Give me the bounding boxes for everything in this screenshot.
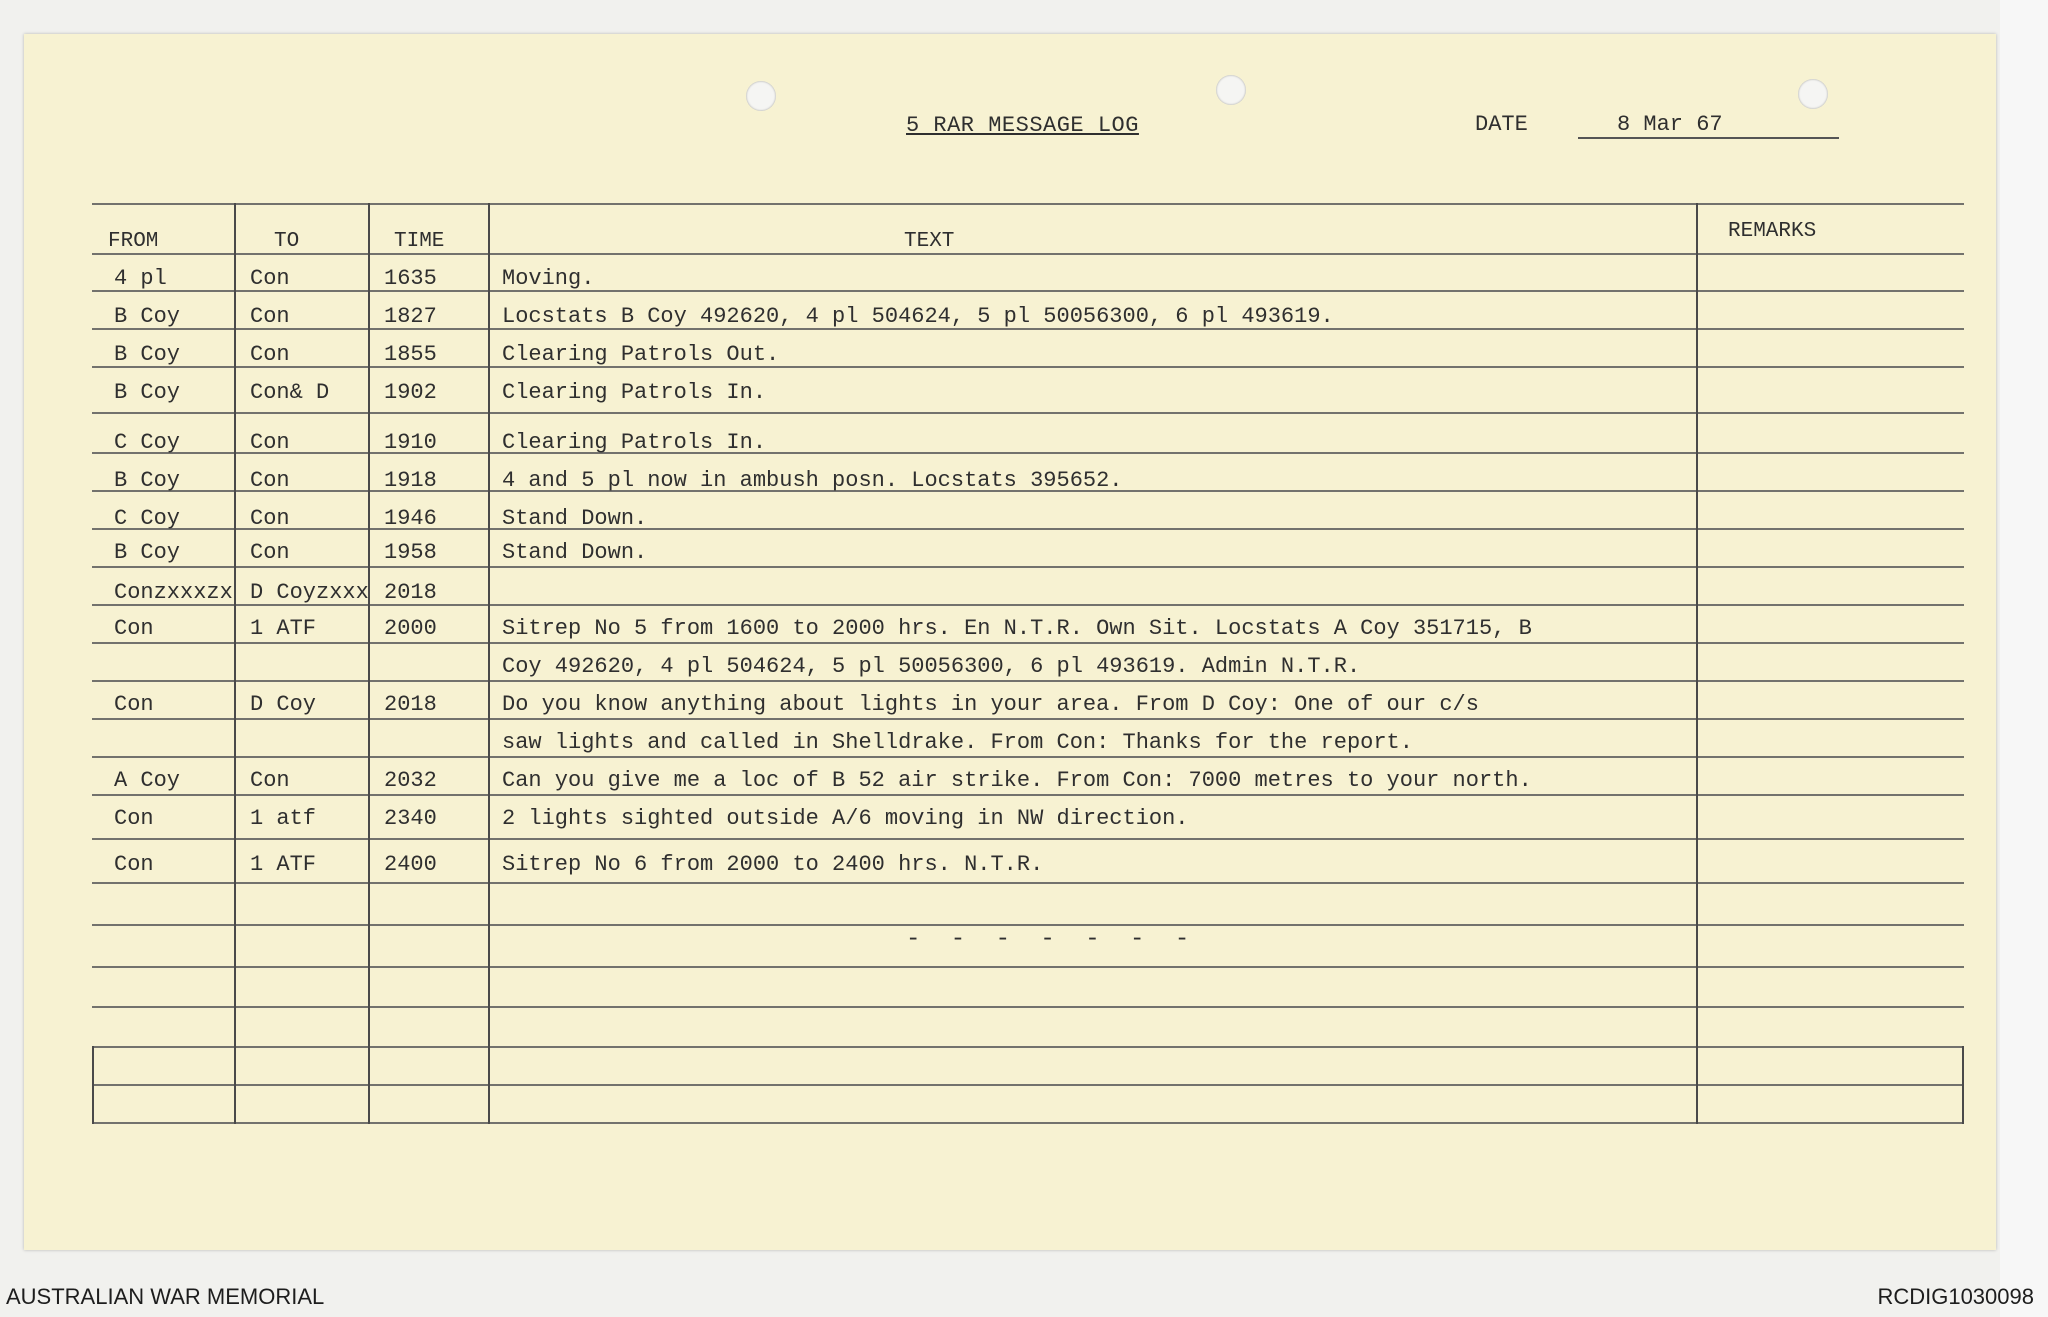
end-of-log-mark: - - - - - - - bbox=[906, 926, 1198, 953]
table-rule bbox=[92, 1046, 1964, 1048]
table-rule bbox=[92, 680, 1964, 682]
table-rule bbox=[92, 1006, 1964, 1008]
column-header-remarks: REMARKS bbox=[1728, 220, 1817, 243]
date-value: 8 Mar 67 bbox=[1617, 112, 1723, 137]
table-rule bbox=[92, 1084, 1964, 1086]
cell-to: Con bbox=[250, 342, 290, 367]
column-header-to: TO bbox=[274, 230, 300, 253]
cell-from: B Coy bbox=[114, 304, 181, 329]
table-rule bbox=[92, 966, 1964, 968]
cell-text: Can you give me a loc of B 52 air strike. From Con: 7000 metres to your north. bbox=[502, 768, 1532, 793]
cell-time: 1635 bbox=[384, 266, 437, 291]
cell-text: Do you know anything about lights in your area. From D Coy: One of our c/s bbox=[502, 692, 1479, 717]
table-rule bbox=[92, 452, 1964, 454]
column-divider bbox=[488, 203, 490, 1124]
column-header-time: TIME bbox=[394, 230, 445, 253]
cell-text: saw lights and called in Shelldrake. From Con: Thanks for the report. bbox=[502, 730, 1413, 755]
cell-to: Con bbox=[250, 540, 290, 565]
table-rule bbox=[92, 290, 1964, 292]
table-rule bbox=[92, 604, 1964, 606]
cell-from: Con bbox=[114, 692, 154, 717]
log-title: 5 RAR MESSAGE LOG bbox=[906, 113, 1139, 138]
cell-from: C Coy bbox=[114, 430, 181, 455]
cell-from: B Coy bbox=[114, 540, 181, 565]
cell-time: 1958 bbox=[384, 540, 437, 565]
column-divider bbox=[234, 203, 236, 1124]
cell-from: C Coy bbox=[114, 506, 181, 531]
date-label: DATE bbox=[1475, 112, 1528, 137]
cell-time: 2340 bbox=[384, 806, 437, 831]
cell-from: A Coy bbox=[114, 768, 181, 793]
cell-time: 1910 bbox=[384, 430, 437, 455]
cell-time: 1827 bbox=[384, 304, 437, 329]
cell-to: Con bbox=[250, 304, 290, 329]
cell-text: Sitrep No 5 from 1600 to 2000 hrs. En N.T.R. Own Sit. Locstats A Coy 351715, B bbox=[502, 616, 1532, 641]
cell-time: 2000 bbox=[384, 616, 437, 641]
cell-to: Con bbox=[250, 768, 290, 793]
cell-to: Con bbox=[250, 468, 290, 493]
table-rule bbox=[92, 253, 1964, 255]
cell-from: Con bbox=[114, 806, 154, 831]
cell-to: Con bbox=[250, 266, 290, 291]
cell-from: B Coy bbox=[114, 468, 181, 493]
cell-time: 2018 bbox=[384, 580, 437, 605]
cell-text: Moving. bbox=[502, 266, 595, 291]
cell-text: Sitrep No 6 from 2000 to 2400 hrs. N.T.R. bbox=[502, 852, 1044, 877]
footer-reference: RCDIG1030098 bbox=[1877, 1284, 2034, 1309]
table-border bbox=[92, 1046, 94, 1124]
table-border bbox=[92, 1122, 1964, 1124]
cell-text: Coy 492620, 4 pl 504624, 5 pl 50056300, 6 pl 493619. Admin N.T.R. bbox=[502, 654, 1361, 679]
cell-time: 2018 bbox=[384, 692, 437, 717]
cell-from: B Coy bbox=[114, 342, 181, 367]
cell-to: D Coyzxxx bbox=[250, 580, 369, 605]
cell-from: Con bbox=[114, 852, 154, 877]
cell-to: 1 ATF bbox=[250, 852, 317, 877]
cell-to: Con& D bbox=[250, 380, 330, 405]
cell-from: Con bbox=[114, 616, 154, 641]
cell-to: 1 ATF bbox=[250, 616, 317, 641]
table-rule bbox=[92, 756, 1964, 758]
cell-time: 2400 bbox=[384, 852, 437, 877]
cell-time: 1918 bbox=[384, 468, 437, 493]
cell-text: Stand Down. bbox=[502, 540, 648, 565]
table-rule bbox=[92, 794, 1964, 796]
table-border bbox=[92, 203, 1964, 205]
cell-to: 1 atf bbox=[250, 806, 317, 831]
cell-from: Conzxxxzx bbox=[114, 580, 233, 605]
column-divider bbox=[1696, 203, 1698, 1124]
table-rule bbox=[92, 838, 1964, 840]
column-divider bbox=[368, 203, 370, 1124]
cell-to: Con bbox=[250, 506, 290, 531]
cell-to: D Coy bbox=[250, 692, 317, 717]
cell-text: Clearing Patrols In. bbox=[502, 380, 767, 405]
column-header-text: TEXT bbox=[904, 230, 955, 253]
cell-time: 1855 bbox=[384, 342, 437, 367]
table-rule bbox=[92, 642, 1964, 644]
cell-text: Clearing Patrols Out. bbox=[502, 342, 780, 367]
cell-time: 1902 bbox=[384, 380, 437, 405]
table-rule bbox=[92, 566, 1964, 568]
cell-to: Con bbox=[250, 430, 290, 455]
cell-text: 4 and 5 pl now in ambush posn. Locstats 395652. bbox=[502, 468, 1123, 493]
cell-time: 2032 bbox=[384, 768, 437, 793]
table-rule bbox=[92, 528, 1964, 530]
cell-text: Clearing Patrols In. bbox=[502, 430, 767, 455]
table-rule bbox=[92, 366, 1964, 368]
table-rule bbox=[92, 412, 1964, 414]
cell-text: 2 lights sighted outside A/6 moving in NW direction. bbox=[502, 806, 1189, 831]
cell-from: B Coy bbox=[114, 380, 181, 405]
cell-text: Stand Down. bbox=[502, 506, 648, 531]
footer-source: AUSTRALIAN WAR MEMORIAL bbox=[6, 1284, 325, 1309]
cell-time: 1946 bbox=[384, 506, 437, 531]
column-header-from: FROM bbox=[108, 230, 159, 253]
table-rule bbox=[92, 882, 1964, 884]
table-border bbox=[1962, 1046, 1964, 1124]
cell-text: Locstats B Coy 492620, 4 pl 504624, 5 pl 50056300, 6 pl 493619. bbox=[502, 304, 1334, 329]
cell-from: 4 pl bbox=[114, 266, 167, 291]
table-rule bbox=[92, 718, 1964, 720]
